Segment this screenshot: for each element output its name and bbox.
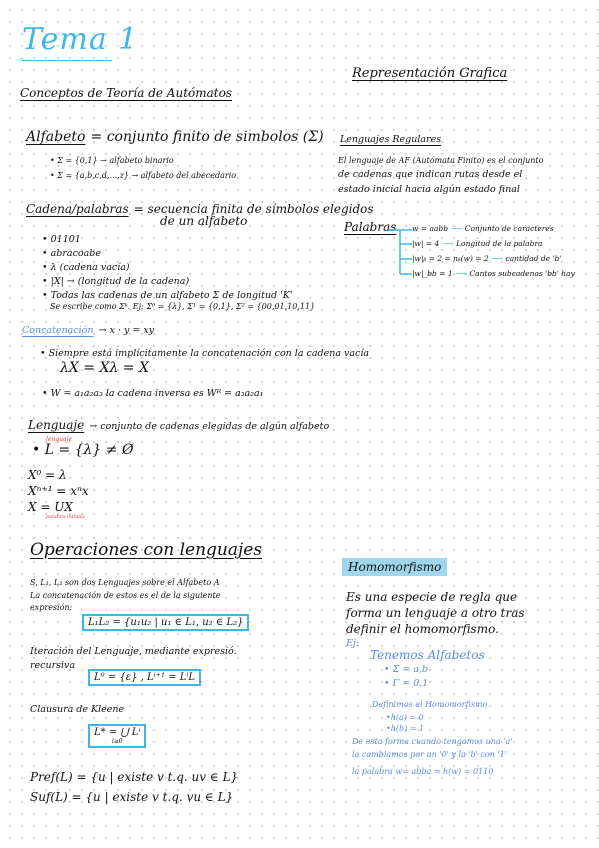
operaciones-intro-3: expresión:	[30, 603, 73, 612]
palabras-item-2-right: Longitud de la palabra	[456, 239, 543, 248]
concatenacion-inverse: • W = a₁a₂a₃ la cadena inversa es Wᴿ = a₃a₂a₁	[42, 388, 264, 399]
lr-desc-1: El lenguaje de AF (Autómata Finito) es el conjunto	[338, 156, 544, 165]
operaciones-intro-2: La concatenación de estos es el de la siguiente	[30, 591, 221, 600]
title-underline	[22, 60, 112, 61]
palabras-item-2	[412, 239, 575, 248]
lenguaje-definition: → conjunto de cadenas elegidas de algún alfabeto	[89, 421, 330, 432]
palabras-item-2-left: |w| = 4	[412, 239, 440, 248]
palabras-item-4	[412, 269, 575, 278]
lenguaje-f3-note: palabra infinita	[46, 514, 85, 520]
concatenacion-formula: λX = Xλ = X	[60, 360, 149, 376]
palabras-item-1-right: Conjunto de caracteres	[464, 224, 554, 233]
homomorfismo-h2: •h(b) = 1	[386, 724, 425, 733]
representacion-heading: Representación Grafica	[352, 66, 508, 81]
lenguajes-regulares-heading: Lenguajes Regulares	[340, 134, 442, 145]
cadena-bullet-2: • abracoabe	[42, 248, 101, 259]
lenguaje-f1: X⁰ = λ	[28, 468, 67, 482]
palabras-list	[412, 224, 575, 278]
lenguaje-small-label: lenguaje	[46, 436, 73, 443]
cadena-bullet-1: • 01101	[42, 234, 81, 245]
palabras-item-4-left: |w|_bb = 1	[412, 269, 453, 278]
kleene-formula-box	[88, 724, 146, 748]
arrow-right-icon: ⟶	[491, 254, 503, 263]
arrow-right-icon: ⟶	[455, 269, 467, 278]
concatenacion-rule: → x · y = xy	[98, 325, 155, 336]
alfabeto-section	[26, 126, 324, 145]
palabras-item-3	[412, 254, 575, 263]
lenguaje-formula: • L = {λ} ≠ Ø	[32, 442, 134, 458]
palabras-item-3-right: cantidad de 'b'	[505, 254, 562, 263]
cadena-bullet-3: • λ (cadena vacía)	[42, 262, 130, 273]
concatenacion-note: • Siempre está implícitamente la concatenación con la cadena vacía	[40, 348, 370, 359]
palabras-item-1-left: w = aabb	[412, 224, 449, 233]
operaciones-intro-1: S, L₁, L₂ son dos Lenguajes sobre el Alfabeto A	[30, 578, 220, 587]
homomorfismo-note-2: la cambiamos por un '0' y la 'b' con '1'	[352, 750, 507, 759]
lenguaje-f3: X = UX	[28, 500, 73, 514]
homomorfismo-desc-1: Es una especie de regla que	[346, 590, 518, 604]
lenguaje-f2: Xⁿ⁺¹ = xⁿx	[28, 484, 89, 498]
homomorfismo-definimos: Definimos el Homomorfismo	[372, 700, 488, 709]
cadena-definition: = secuencia finita de símbolos elegidos	[133, 202, 374, 216]
homomorfismo-gamma: • Γ = 0,1	[384, 678, 429, 689]
concatenacion-heading: Concatenación	[22, 325, 94, 336]
cadena-definition-2: de un alfabeto	[160, 214, 248, 228]
homomorfismo-desc-3: definir el homomorfismo.	[346, 622, 499, 636]
cadena-bullet-4: • |X| → (longitud de la cadena)	[42, 276, 190, 287]
lr-desc-3: estado inicial hacia algún estado final	[338, 184, 520, 195]
cadena-heading: Cadena/palabras	[26, 202, 129, 216]
iteracion-formula-box: L⁰ = {ε} , Lⁱ⁺¹ = LⁱL	[88, 669, 201, 686]
lr-desc-2: de cadenas que indican rutas desde el	[338, 169, 523, 180]
operaciones-heading: Operaciones con lenguajes	[30, 540, 263, 560]
pref-formula: Pref(L) = {u | existe v t.q. uv ∈ L}	[30, 770, 239, 784]
alfabeto-heading: Alfabeto	[26, 129, 86, 145]
palabras-item-4-right: Cantos subcadenas 'bb' hay	[469, 269, 575, 278]
alfabeto-bullet-1: • Σ = {0,1} → alfabeto binario	[50, 156, 174, 165]
lenguaje-heading: Lenguaje	[28, 418, 85, 432]
palabras-heading: Palabras	[344, 220, 397, 234]
alfabeto-bullet-2: • Σ = {a,b,c,d,...,z} → alfabeto del abecedario	[50, 171, 237, 180]
homomorfismo-desc-2: forma un lenguaje a otro tras	[346, 606, 525, 620]
alfabeto-definition: = conjunto finito de simbolos (Σ)	[90, 129, 324, 145]
lenguaje-section	[28, 414, 329, 433]
homomorfismo-sigma: • Σ = a,b	[384, 664, 429, 675]
palabras-item-3-left: |w|ᵦ = 2 = nᵦ(w) = 2	[412, 254, 489, 263]
palabras-item-1	[412, 224, 575, 233]
concatenacion-section	[22, 318, 154, 337]
homomorfismo-h1: •h(a) = 0	[386, 713, 424, 722]
iteracion-line-1: Iteración del Lenguaje, mediante expresió.	[30, 646, 237, 657]
cadena-bullet-5: • Todas las cadenas de un alfabeto Σ de longitud 'K'	[42, 290, 293, 301]
arrow-right-icon: ⟶	[451, 224, 462, 233]
kleene-formula: L* = ⋃ Lⁱ	[94, 727, 141, 738]
homomorfismo-tenemos: Tenemos Alfabetos	[370, 648, 485, 662]
cadena-example: Se escribe como Σᵏ. Ej: Σ⁰ = {λ}, Σ¹ = {0,1}, Σ² = {00,01,10,11}	[50, 302, 316, 311]
kleene-heading: Clausura de Kleene	[30, 704, 125, 715]
iteracion-line-2: recursiva	[30, 660, 76, 671]
homomorfismo-note-3: la palabra w= abba ⇒ h(w) = 0110	[352, 767, 494, 776]
homomorfismo-note-1: De esta forma cuando tengamos una 'a'	[352, 737, 513, 746]
arrow-right-icon: ⟶	[442, 239, 454, 248]
homomorfismo-heading: Homomorfismo	[342, 558, 447, 576]
concatenation-formula-box: L₁L₂ = {u₁u₂ | u₁ ∈ L₁, u₂ ∈ L₂}	[82, 614, 249, 631]
suf-formula: Suf(L) = {u | existe v t.q. vu ∈ L}	[30, 790, 234, 804]
homomorfismo-ej: Ej:	[346, 638, 360, 649]
conceptos-heading: Conceptos de Teoría de Autómatos	[20, 86, 232, 100]
page-title: Tema 1	[22, 22, 139, 57]
kleene-formula-sub: i≥0	[111, 738, 123, 745]
